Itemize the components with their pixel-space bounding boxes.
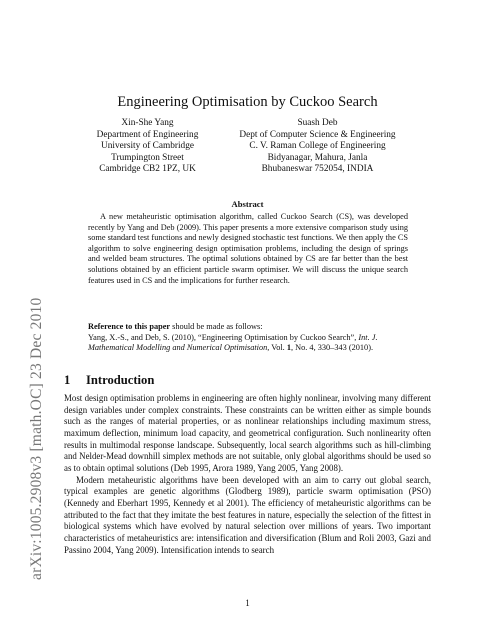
arxiv-sidebar-stamp bbox=[18, 150, 45, 580]
section-title: Introduction bbox=[86, 373, 155, 387]
reference-volume-prefix: , Vol. bbox=[267, 343, 287, 353]
reference-lead-rest: should be made as follows: bbox=[170, 322, 263, 331]
page-number: 1 bbox=[245, 598, 250, 608]
section-heading bbox=[64, 373, 154, 388]
arxiv-identifier: arXiv:1005.2908v3 [math.OC] 23 Dec 2010 bbox=[28, 297, 45, 580]
affiliation-line: Trumpington Street bbox=[111, 152, 184, 163]
section-number: 1 bbox=[64, 373, 71, 387]
author-name: Xin-She Yang bbox=[121, 118, 174, 128]
body-paragraph: Modern metaheuristic algorithms have been developed with an aim to carry out global search, typical examples are genetic algorithms (Glodberg 1989), particle swarm optimisation (PSO) (Kennedy and Eberhart 1995, Kennedy et al 2001). The efficiency of metaheuristic algorithms can be attributed to the fact that they imitate the best features in nature, especially the selection of the fittest in biological systems which have evolved by natural selection over millions of years. Two important characteristics of metaheuristics are: intensification and diversification (Blum and Roli 2003, Gazi and Passino 2004, Yang 2009). Intensification intends to search bbox=[64, 474, 431, 555]
reference-note bbox=[88, 322, 408, 354]
reference-journal: Int. J. Mathematical Modelling and Numerical Optimisation bbox=[88, 332, 378, 353]
abstract-text: A new metaheuristic optimisation algorithm, called Cuckoo Search (CS), was developed recently by Yang and Deb (2009). This paper presents a more extensive comparison study using some standard test functions and newly designed stochastic test functions. We then apply the CS algorithm to solve engineering design optimisation problems, including the design of springs and welded beam structures. The optimal solutions obtained by CS are far better than the best solutions obtained by an efficient particle swarm optimiser. We will discuss the unique search features used in CS and the implications for further research. bbox=[88, 212, 408, 285]
paper-title: Engineering Optimisation by Cuckoo Search bbox=[117, 94, 378, 110]
reference-lead: Reference to this paper bbox=[88, 322, 171, 331]
affiliation-line: University of Cambridge bbox=[101, 141, 194, 152]
body-paragraph: Most design optimisation problems in engineering are often highly nonlinear, involving many different design variables under complex constraints. These constraints can be written either as simple bounds such as the ranges of material properties, or as nonlinear relationships including maximum stress, maximum deflection, minimum load capacity, and geometrical configuration. Such nonlinearity often results in multimodal response landscape. Subsequently, local search algorithms such as hill-climbing and Nelder-Mead downhill simplex methods are not suitable, only global algorithms should be used so as to obtain optimal solutions (Deb 1995, Arora 1989, Yang 2005, Yang 2008). bbox=[64, 393, 431, 473]
affiliation-line: Bidyanagar, Mahura, Janla bbox=[267, 152, 368, 163]
affiliation-line: Cambridge CB2 1PZ, UK bbox=[99, 164, 196, 175]
reference-citation: Yang, X.-S., and Deb, S. (2010), “Engineering Optimisation by Cuckoo Search”, bbox=[88, 332, 357, 342]
affiliation-line: Bhubaneswar 752054, INDIA bbox=[261, 164, 374, 175]
reference-pages: 330–343 (2010). bbox=[317, 343, 374, 353]
author-block-2 bbox=[205, 118, 430, 176]
reference-issue: , No. 4, bbox=[290, 343, 316, 353]
abstract-heading: Abstract bbox=[231, 199, 264, 209]
section-body bbox=[64, 393, 431, 556]
reference-volume: 1 bbox=[286, 343, 291, 353]
affiliation-line: C. V. Raman College of Engineering bbox=[249, 141, 386, 152]
affiliation-line: Department of Engineering bbox=[96, 129, 199, 140]
affiliation-line: Dept of Computer Science & Engineering bbox=[239, 129, 396, 140]
author-block-1 bbox=[75, 118, 220, 176]
author-name: Suash Deb bbox=[297, 118, 338, 128]
